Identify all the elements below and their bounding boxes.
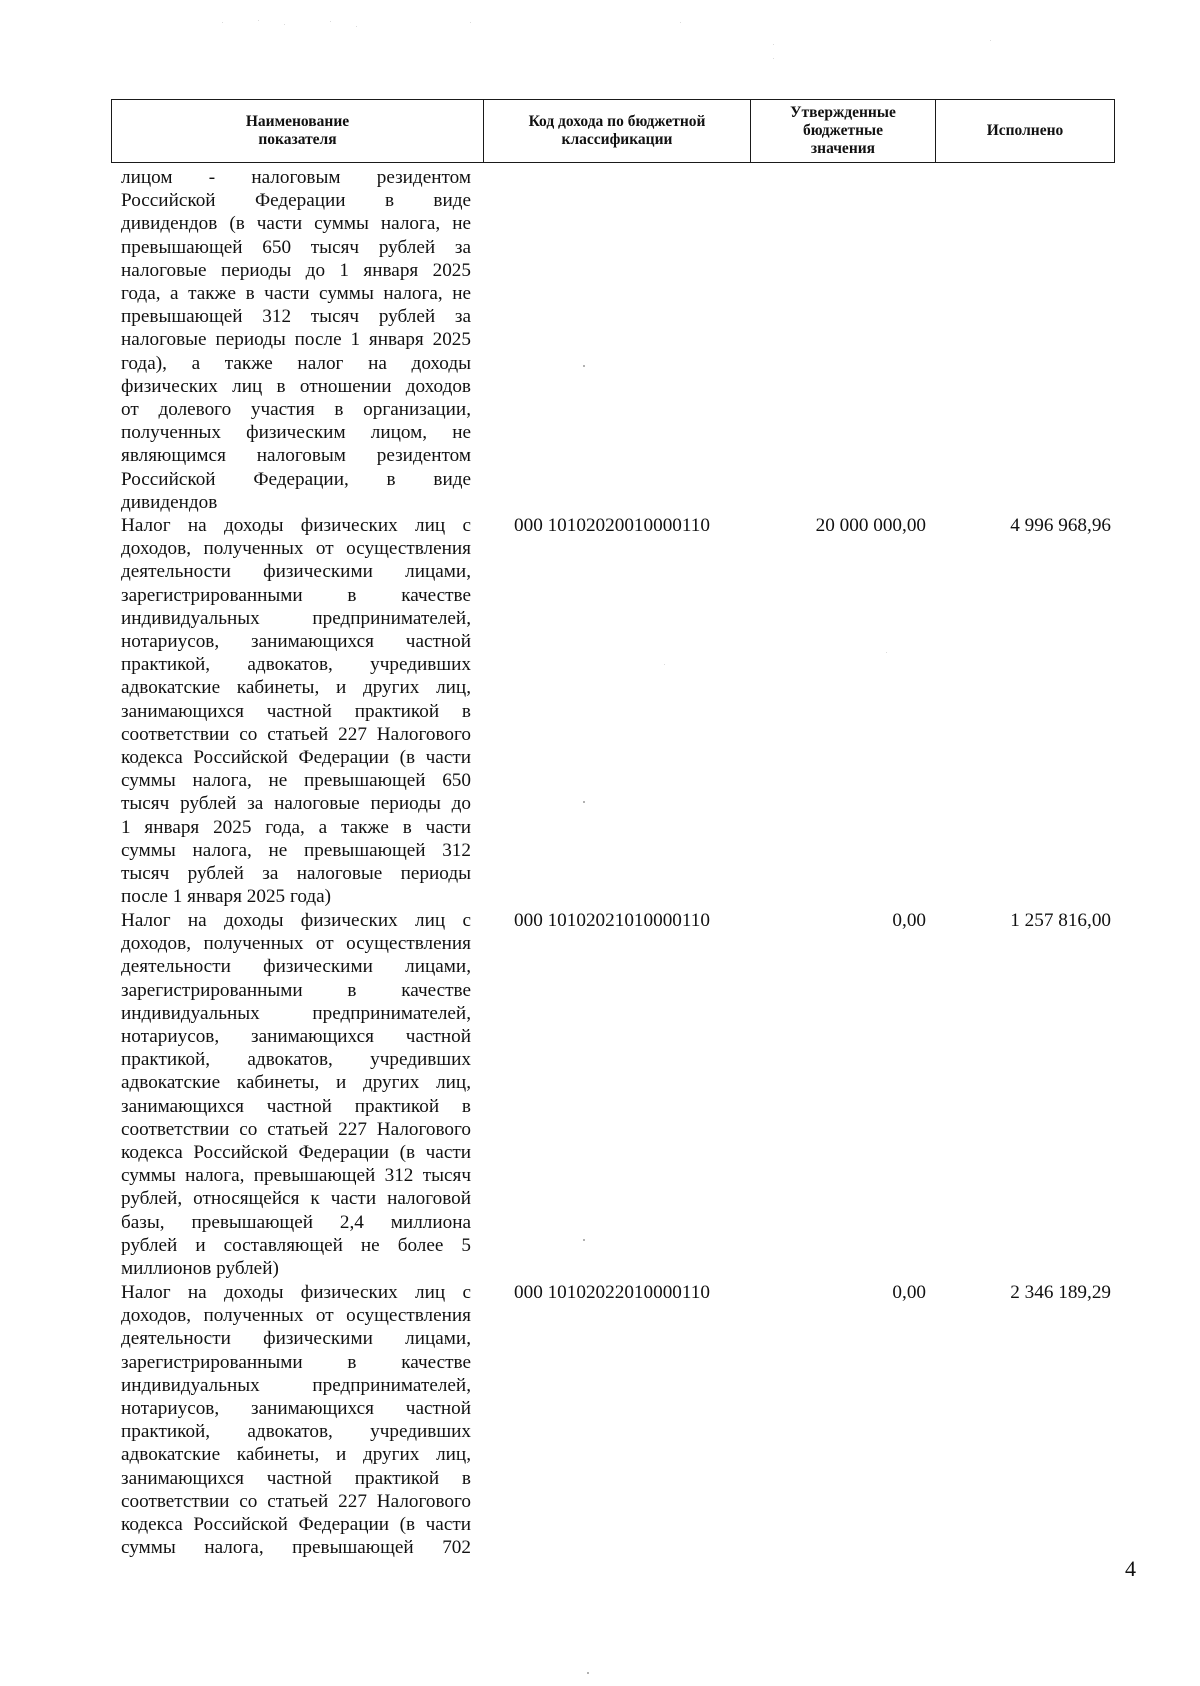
scan-speck bbox=[583, 1239, 585, 1241]
text-line: превышающей 650 тысяч рублей за bbox=[121, 236, 471, 258]
text-line: полученных физическим лицом, не bbox=[121, 422, 471, 444]
scan-speck bbox=[258, 20, 259, 21]
text-line: Налог на доходы физических лиц с bbox=[121, 1282, 471, 1303]
text-line: соответствии со статьей 227 Налогового bbox=[121, 1118, 471, 1140]
text-line: после 1 января 2025 года) bbox=[121, 886, 332, 908]
header-revenue-code bbox=[484, 100, 751, 163]
text-line: налоговые периоды до 1 января 2025 bbox=[121, 259, 471, 281]
text-line: зарегистрированными в качестве bbox=[121, 584, 471, 606]
scan-speck bbox=[284, 24, 285, 25]
text-line: практикой, адвокатов, учредивших bbox=[121, 1421, 471, 1443]
text-line: зарегистрированными в качестве bbox=[121, 1351, 471, 1373]
page-number: 4 bbox=[1125, 1556, 1136, 1581]
header-text: классификации bbox=[561, 131, 673, 148]
header-text: Код дохода по бюджетной bbox=[528, 113, 706, 130]
text-line: деятельности физическими лицами, bbox=[121, 561, 471, 583]
text-line: Российской Федерации в виде bbox=[121, 190, 471, 212]
text-line: Российской Федерации, в виде bbox=[121, 468, 471, 490]
text-line: занимающихся частной практикой в bbox=[121, 1095, 471, 1117]
text-line: индивидуальных предпринимателей, bbox=[121, 1002, 471, 1024]
text-line: индивидуальных предпринимателей, bbox=[121, 1374, 471, 1396]
text-line: миллионов рублей) bbox=[121, 1258, 279, 1280]
executed-value: 4 996 968,96 bbox=[1010, 515, 1111, 536]
text-line: года), а также налог на доходы bbox=[121, 352, 471, 374]
text-line: доходов, полученных от осуществления bbox=[121, 933, 471, 955]
header-approved-values bbox=[751, 100, 936, 163]
text-line: зарегистрированными в качестве bbox=[121, 979, 471, 1001]
header-text: бюджетные bbox=[803, 122, 883, 139]
text-line: деятельности физическими лицами, bbox=[121, 1328, 471, 1350]
text-line: доходов, полученных от осуществления bbox=[121, 1305, 471, 1327]
scan-speck bbox=[680, 22, 681, 23]
scan-speck bbox=[330, 21, 331, 22]
text-line: суммы налога, не превышающей 650 bbox=[121, 770, 471, 792]
scan-speck bbox=[356, 26, 357, 27]
header-text: Наименование bbox=[245, 113, 350, 130]
text-line: являющимся налоговым резидентом bbox=[121, 445, 471, 467]
scan-speck bbox=[664, 664, 665, 665]
text-line: суммы налога, не превышающей 312 bbox=[121, 839, 471, 861]
text-line: кодекса Российской Федерации (в части bbox=[121, 747, 471, 769]
scan-speck bbox=[886, 652, 887, 653]
indicator-name bbox=[121, 166, 471, 514]
text-line: Налог на доходы физических лиц с bbox=[121, 910, 471, 931]
header-text: показателя bbox=[258, 131, 337, 148]
text-line: тысяч рублей за налоговые периоды bbox=[121, 863, 471, 885]
scan-speck bbox=[773, 44, 774, 45]
text-line: адвокатские кабинеты, и других лиц, bbox=[121, 677, 471, 699]
text-line: кодекса Российской Федерации (в части bbox=[121, 1514, 471, 1536]
text-line: лицом - налоговым резидентом bbox=[121, 167, 471, 188]
text-line: соответствии со статьей 227 Налогового bbox=[121, 1490, 471, 1512]
text-line: адвокатские кабинеты, и других лиц, bbox=[121, 1444, 471, 1466]
text-line: рублей, относящейся к части налоговой bbox=[121, 1188, 471, 1210]
text-line: дивидендов (в части суммы налога, не bbox=[121, 213, 471, 235]
text-line: налоговые периоды после 1 января 2025 bbox=[121, 329, 471, 351]
budget-table-header bbox=[111, 99, 1115, 163]
header-text: Утвержденные bbox=[790, 104, 896, 121]
approved-value: 0,00 bbox=[892, 910, 926, 931]
text-line: суммы налога, превышающей 312 тысяч bbox=[121, 1165, 471, 1187]
text-line: нотариусов, занимающихся частной bbox=[121, 631, 471, 653]
text-line: суммы налога, превышающей 702 bbox=[121, 1537, 471, 1559]
text-line: нотариусов, занимающихся частной bbox=[121, 1398, 471, 1420]
text-line: Налог на доходы физических лиц с bbox=[121, 515, 471, 536]
header-executed bbox=[936, 100, 1115, 163]
indicator-name bbox=[121, 1281, 471, 1559]
text-line: практикой, адвокатов, учредивших bbox=[121, 654, 471, 676]
text-line: базы, превышающей 2,4 миллиона bbox=[121, 1211, 471, 1233]
text-line: кодекса Российской Федерации (в части bbox=[121, 1142, 471, 1164]
executed-value: 1 257 816,00 bbox=[1010, 910, 1111, 931]
scan-speck bbox=[470, 22, 471, 23]
revenue-code: 000 10102022010000110 bbox=[514, 1282, 710, 1303]
revenue-code: 000 10102021010000110 bbox=[514, 910, 710, 931]
revenue-code: 000 10102020010000110 bbox=[514, 515, 710, 536]
scan-speck bbox=[222, 22, 223, 23]
indicator-name bbox=[121, 514, 471, 908]
scan-speck bbox=[773, 58, 774, 59]
text-line: деятельности физическими лицами, bbox=[121, 956, 471, 978]
text-line: нотариусов, занимающихся частной bbox=[121, 1026, 471, 1048]
scan-speck bbox=[583, 801, 585, 803]
text-line: года, а также в части суммы налога, не bbox=[121, 283, 471, 305]
text-line: 1 января 2025 года, а также в части bbox=[121, 816, 471, 838]
text-line: занимающихся частной практикой в bbox=[121, 700, 471, 722]
text-line: рублей и составляющей не более 5 bbox=[121, 1234, 471, 1256]
text-line: занимающихся частной практикой в bbox=[121, 1467, 471, 1489]
executed-value: 2 346 189,29 bbox=[1010, 1282, 1111, 1303]
scan-speck bbox=[583, 365, 585, 367]
header-indicator-name bbox=[112, 100, 484, 163]
indicator-name bbox=[121, 909, 471, 1280]
text-line: дивидендов bbox=[121, 491, 218, 513]
text-line: соответствии со статьей 227 Налогового bbox=[121, 723, 471, 745]
text-line: адвокатские кабинеты, и других лиц, bbox=[121, 1072, 471, 1094]
header-text: Исполнено bbox=[986, 122, 1064, 139]
text-line: физических лиц в отношении доходов bbox=[121, 375, 471, 397]
scan-speck bbox=[587, 1672, 589, 1674]
header-text: значения bbox=[810, 140, 876, 157]
approved-value: 0,00 bbox=[892, 1282, 926, 1303]
scan-speck bbox=[990, 40, 991, 41]
text-line: от долевого участия в организации, bbox=[121, 399, 471, 421]
text-line: тысяч рублей за налоговые периоды до bbox=[121, 793, 471, 815]
approved-value: 20 000 000,00 bbox=[815, 515, 926, 536]
text-line: практикой, адвокатов, учредивших bbox=[121, 1049, 471, 1071]
text-line: превышающей 312 тысяч рублей за bbox=[121, 306, 471, 328]
text-line: доходов, полученных от осуществления bbox=[121, 538, 471, 560]
text-line: индивидуальных предпринимателей, bbox=[121, 607, 471, 629]
